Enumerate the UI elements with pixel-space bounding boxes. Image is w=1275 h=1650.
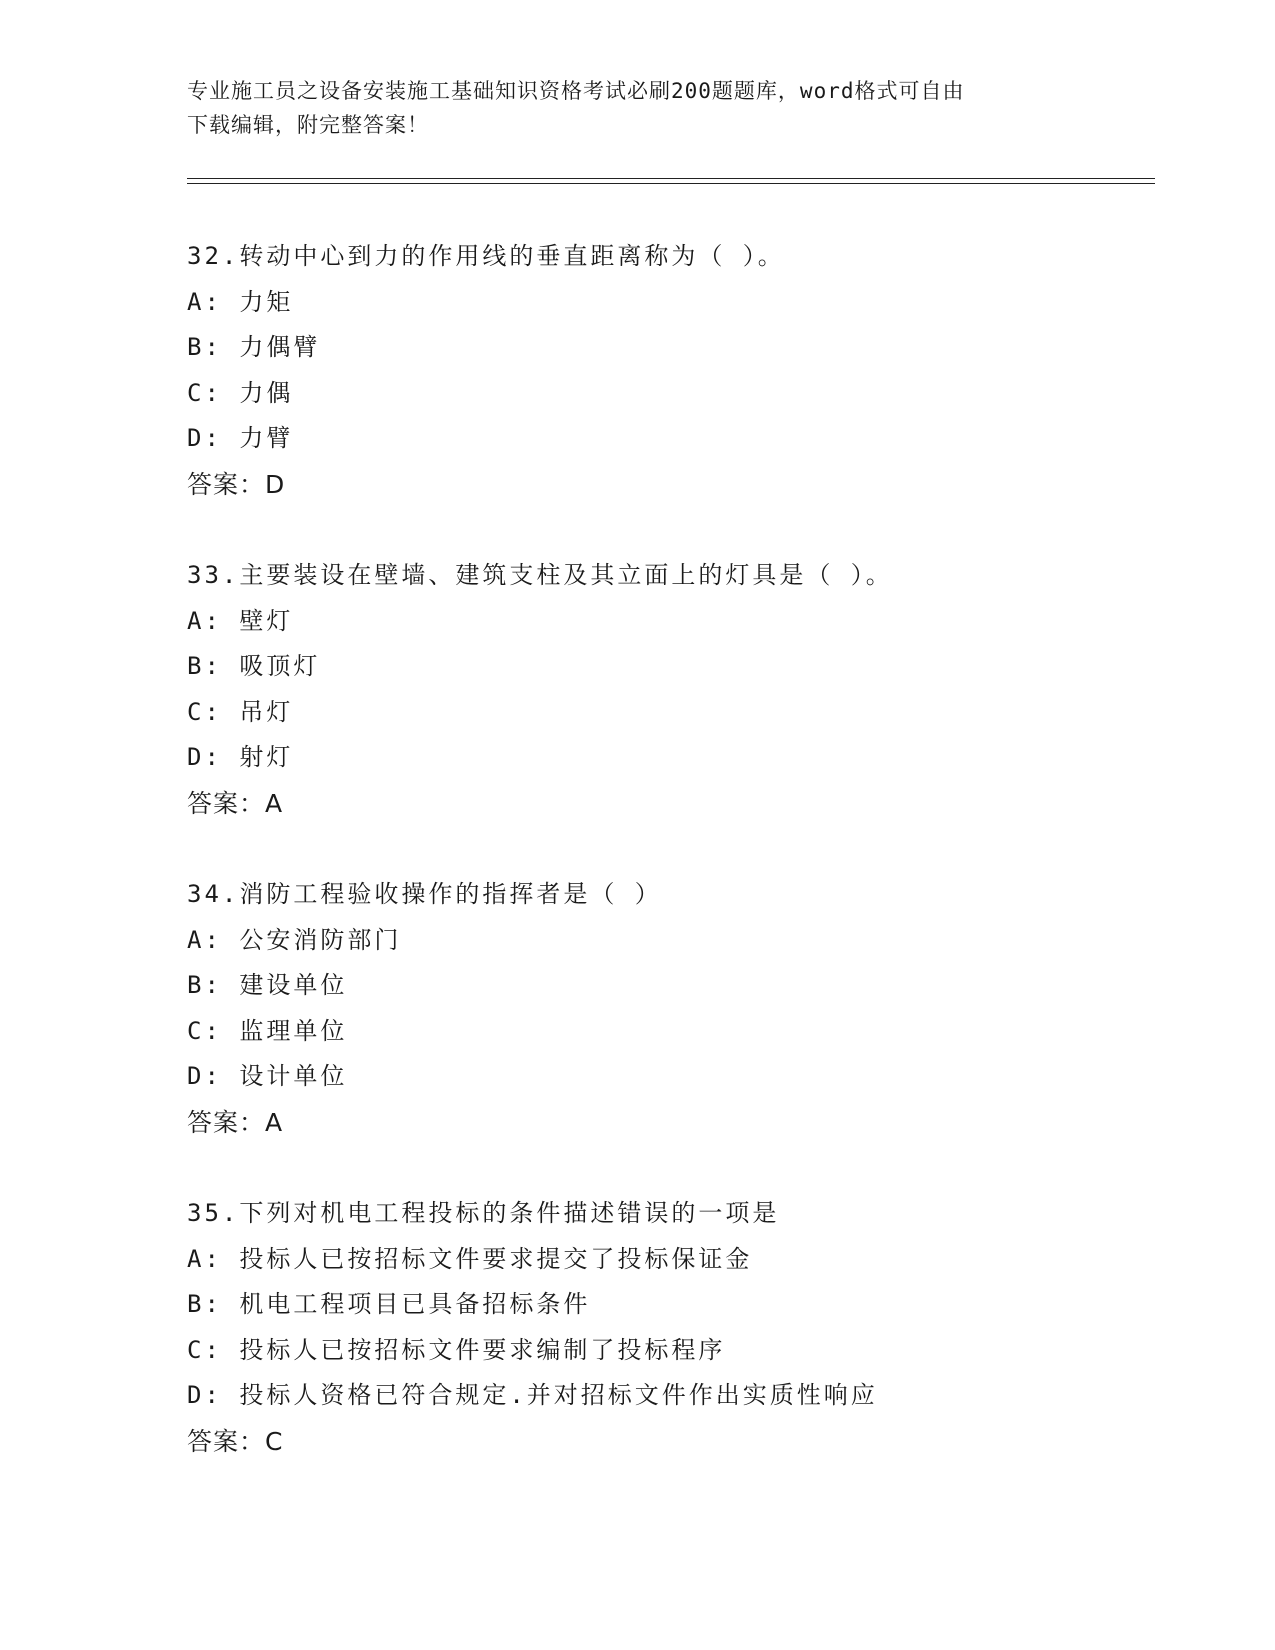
question-stem: 32.转动中心到力的作用线的垂直距离称为（ ）。 [187, 242, 785, 270]
question-block [187, 553, 1177, 826]
option-b: B: 机电工程项目已具备招标条件 [187, 1290, 591, 1318]
option-c: C: 监理单位 [187, 1016, 348, 1045]
answer-label: 答案：D [187, 469, 286, 499]
question-block [187, 234, 1177, 507]
option-c: C: 力偶 [187, 378, 294, 407]
question-block [187, 872, 1177, 1145]
option-b: B: 建设单位 [187, 971, 348, 999]
option-d: D: 射灯 [187, 743, 294, 771]
answer-label: 答案：A [187, 788, 284, 818]
document-header [187, 74, 1067, 142]
question-stem: 35.下列对机电工程投标的条件描述错误的一项是 [187, 1199, 780, 1227]
header-title-line-1: 专业施工员之设备安装施工基础知识资格考试必刷200题题库，word格式可自由 [187, 79, 965, 103]
option-a: A: 壁灯 [187, 606, 294, 635]
option-a: A: 公安消防部门 [187, 925, 402, 954]
option-c: C: 吊灯 [187, 697, 294, 726]
answer-label: 答案：A [187, 1107, 284, 1137]
question-stem: 33.主要装设在壁墙、建筑支柱及其立面上的灯具是（ ）。 [187, 561, 893, 589]
question-block [187, 1191, 1177, 1464]
header-title-line-2: 下载编辑，附完整答案！ [187, 113, 429, 137]
option-a: A: 投标人已按招标文件要求提交了投标保证金 [187, 1244, 753, 1273]
question-stem: 34.消防工程验收操作的指挥者是（ ） [187, 880, 662, 908]
option-a: A: 力矩 [187, 287, 294, 316]
header-divider-top [187, 178, 1155, 179]
option-d: D: 投标人资格已符合规定.并对招标文件作出实质性响应 [187, 1381, 878, 1409]
option-b: B: 力偶臂 [187, 333, 321, 361]
answer-label: 答案：C [187, 1426, 284, 1456]
header-divider-bottom [187, 183, 1155, 184]
option-d: D: 力臂 [187, 424, 294, 452]
option-d: D: 设计单位 [187, 1062, 348, 1090]
option-c: C: 投标人已按招标文件要求编制了投标程序 [187, 1335, 726, 1364]
option-b: B: 吸顶灯 [187, 652, 321, 680]
